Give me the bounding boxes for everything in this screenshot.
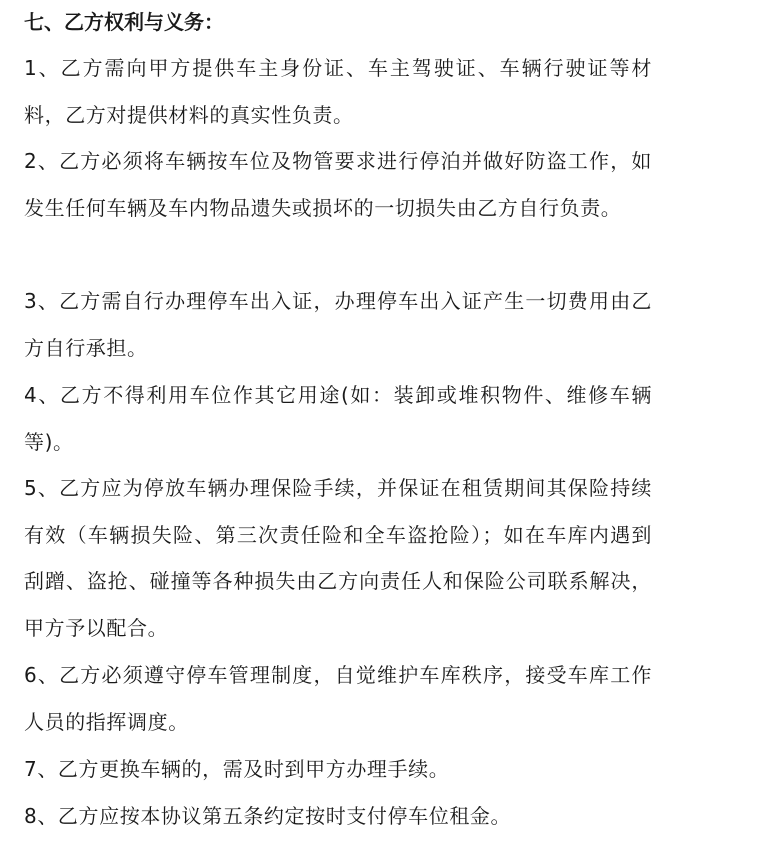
clause-6-text: 6、乙方必须遵守停车管理制度，自觉维护车库秩序，接受车库工作人员的指挥调度。 <box>24 663 652 734</box>
clause-4-text: 4、乙方不得利用车位作其它用途(如：装卸或堆积物件、维修车辆等)。 <box>24 383 652 454</box>
clause-3 <box>24 278 652 371</box>
clause-6 <box>24 652 652 745</box>
clause-7-text: 7、乙方更换车辆的，需及时到甲方办理手续。 <box>24 757 450 781</box>
clause-1-text: 1、乙方需向甲方提供车主身份证、车主驾驶证、车辆行驶证等材料，乙方对提供材料的真实性负责。 <box>24 56 652 127</box>
clause-5 <box>24 465 652 651</box>
clause-3-text: 3、乙方需自行办理停车出入证，办理停车出入证产生一切费用由乙方自行承担。 <box>24 289 652 360</box>
clause-4 <box>24 372 652 465</box>
section-heading: 七、乙方权利与义务： <box>24 10 224 34</box>
clause-8 <box>24 793 652 840</box>
clause-5-text: 5、乙方应为停放车辆办理保险手续，并保证在租赁期间其保险持续有效（车辆损失险、第三次责任险和全车盗抢险）；如在车库内遇到刮蹭、盗抢、碰撞等各种损失由乙方向责任人和保险公司联系解决，甲方予以配合。 <box>24 476 652 640</box>
clause-7 <box>24 746 652 793</box>
clause-8-text: 8、乙方应按本协议第五条约定按时支付停车位租金。 <box>24 804 512 828</box>
clause-2-text: 2、乙方必须将车辆按车位及物管要求进行停泊并做好防盗工作，如发生任何车辆及车内物品遗失或损坏的一切损失由乙方自行负责。 <box>24 149 652 220</box>
clause-2 <box>24 138 652 231</box>
clause-1 <box>24 45 652 138</box>
